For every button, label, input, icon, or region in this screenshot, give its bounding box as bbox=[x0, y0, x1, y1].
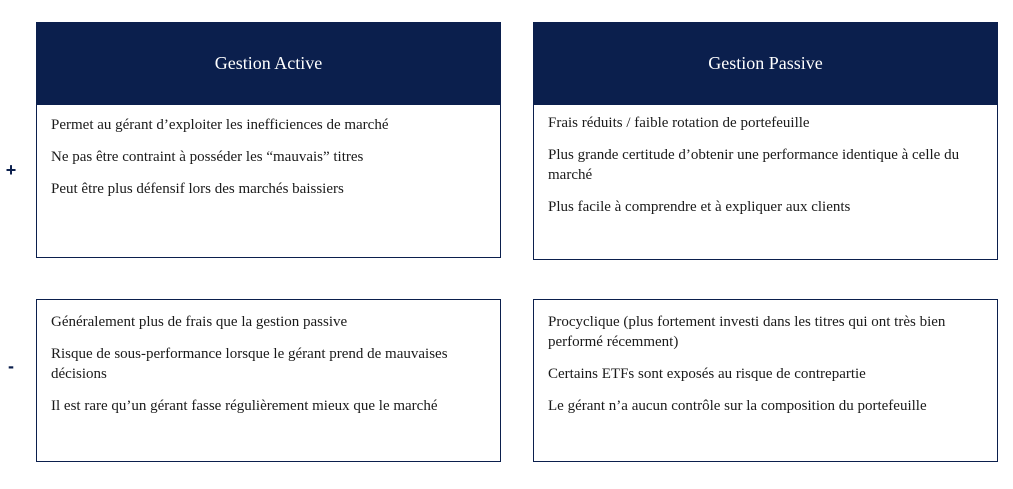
passive-con-item: Certains ETFs sont exposés au risque de contrepartie bbox=[548, 366, 866, 382]
passive-pro-item: Plus facile à comprendre et à expliquer aux clients bbox=[548, 199, 851, 215]
pros-sign: + bbox=[5, 160, 17, 180]
passive-pro-item: Frais réduits / faible rotation de portefeuille bbox=[548, 115, 810, 131]
passive-management-title: Gestion Passive bbox=[708, 53, 823, 73]
active-management-title: Gestion Active bbox=[214, 53, 323, 73]
cons-sign: - bbox=[8, 356, 14, 376]
passive-con-item: Le gérant n’a aucun contrôle sur la composition du portefeuille bbox=[548, 398, 927, 414]
passive-cons-box bbox=[533, 299, 998, 462]
active-pros-box bbox=[36, 105, 501, 258]
passive-pro-item: Plus grande certitude d’obtenir une performance identique à celle du marché bbox=[548, 147, 960, 183]
active-pro-item: Ne pas être contraint à posséder les “mauvais” titres bbox=[51, 149, 364, 165]
passive-pros-box bbox=[533, 105, 998, 260]
active-management-header bbox=[36, 22, 501, 105]
active-con-item: Il est rare qu’un gérant fasse régulièrement mieux que le marché bbox=[51, 398, 438, 414]
active-con-item: Généralement plus de frais que la gestion passive bbox=[51, 314, 348, 330]
passive-con-item: Procyclique (plus fortement investi dans les titres qui ont très bien performé récemment) bbox=[548, 314, 946, 350]
active-pro-item: Permet au gérant d’exploiter les inefficiences de marché bbox=[51, 117, 389, 133]
active-con-item: Risque de sous-performance lorsque le gérant prend de mauvaises décisions bbox=[51, 346, 448, 382]
passive-management-header bbox=[533, 22, 998, 105]
active-cons-box bbox=[36, 299, 501, 462]
active-pro-item: Peut être plus défensif lors des marchés baissiers bbox=[51, 181, 344, 197]
